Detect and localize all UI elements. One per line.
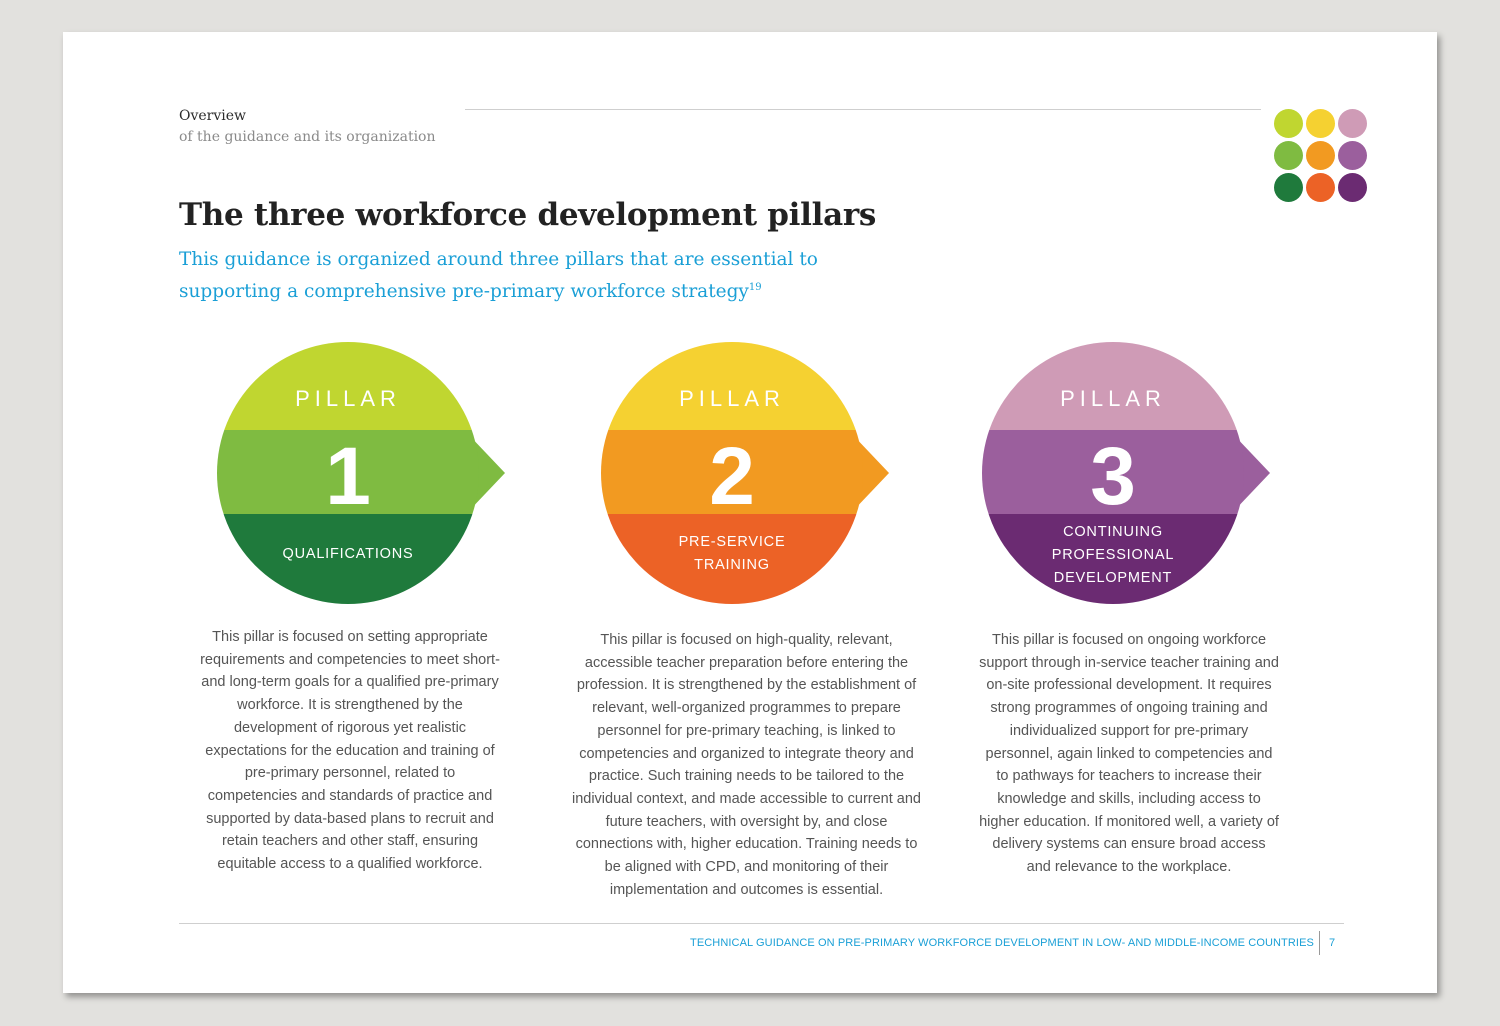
footer-text: TECHNICAL GUIDANCE ON PRE-PRIMARY WORKFORCE DEVELOPMENT IN LOW- AND MIDDLE-INCOME COUNTRIES (690, 937, 1314, 949)
document-page (63, 32, 1437, 993)
page-title: The three workforce development pillars (179, 197, 877, 233)
pillar-label-line: TRAINING (694, 557, 770, 573)
section-subtitle: of the guidance and its organization (179, 129, 436, 145)
section-title: Overview (179, 108, 247, 124)
subtitle-text: This guidance is organized around three pillars that are essential to supporting a comprehensive pre-primary workforce strategy (179, 249, 818, 303)
pillar-band-top (215, 340, 515, 430)
pillar-3-graphic (980, 340, 1280, 606)
color-dot (1338, 173, 1367, 202)
page-subtitle (179, 246, 819, 306)
pillar-1-description: This pillar is focused on setting appropriate requirements and competencies to meet short- and long-term goals for a qualified pre-primary workforce. It is strengthened by the development of rigorous yet realistic expectations for the education and training of pre-primary personnel, related to competencies and standards of practice and supported by data-based plans to recruit and retain teachers and other staff, ensuring equitable access to a qualified workforce. (200, 629, 500, 873)
pillar-word: PILLAR (679, 386, 785, 411)
color-dot (1274, 141, 1303, 170)
pillar-2-graphic (599, 340, 899, 606)
pillar-label-line: PROFESSIONAL (1051, 547, 1175, 563)
header-divider (465, 109, 1261, 110)
pillar-number: 3 (1090, 431, 1136, 522)
pillar-band-top (980, 340, 1280, 430)
pillar-band-top (599, 340, 899, 430)
pillar-1-graphic (215, 340, 515, 606)
pillar-label-line: QUALIFICATIONS (282, 546, 414, 562)
color-dot (1338, 109, 1367, 138)
pillar-label-line: CONTINUING (1063, 524, 1163, 540)
pillar-number: 1 (325, 431, 371, 522)
pillar-2-description: This pillar is focused on high-quality, relevant, accessible teacher preparation before entering the profession. It is strengthened by the establishment of relevant, well-organized programmes to prepare personnel for pre-primary teaching, is linked to competencies and organized to integrate theory and practice. Such training needs to be tailored to the individual context, and made accessible to current and future teachers, with oversight by, and close connections with, higher education. Training needs to be aligned with CPD, and monitoring of their implementation and outcomes is essential. (571, 632, 921, 898)
color-dot (1306, 141, 1335, 170)
pillar-3-description: This pillar is focused on ongoing workforce support through in-service teacher training and on-site professional development. It requires strong programmes of ongoing training and individualized support for pre-primary personnel, again linked to competencies and to pathways for teachers to increase their knowledge and skills, including access to higher education. If monitored well, a variety of delivery systems can ensure broad access and relevance to the workplace. (979, 632, 1279, 876)
pillar-number: 2 (709, 431, 755, 522)
footer-divider (179, 923, 1344, 924)
pillar-word: PILLAR (295, 386, 401, 411)
pillar-label-line: PRE-SERVICE (678, 534, 786, 550)
footnote-reference: 19 (748, 282, 762, 293)
page-number: 7 (1329, 937, 1336, 949)
color-dot (1306, 109, 1335, 138)
color-dots-logo (1274, 109, 1368, 203)
color-dot (1338, 141, 1367, 170)
pillar-word: PILLAR (1060, 386, 1166, 411)
pillar-label-line: DEVELOPMENT (1053, 570, 1173, 586)
color-dot (1274, 109, 1303, 138)
color-dot (1274, 173, 1303, 202)
footer-separator (1319, 931, 1320, 955)
color-dot (1306, 173, 1335, 202)
